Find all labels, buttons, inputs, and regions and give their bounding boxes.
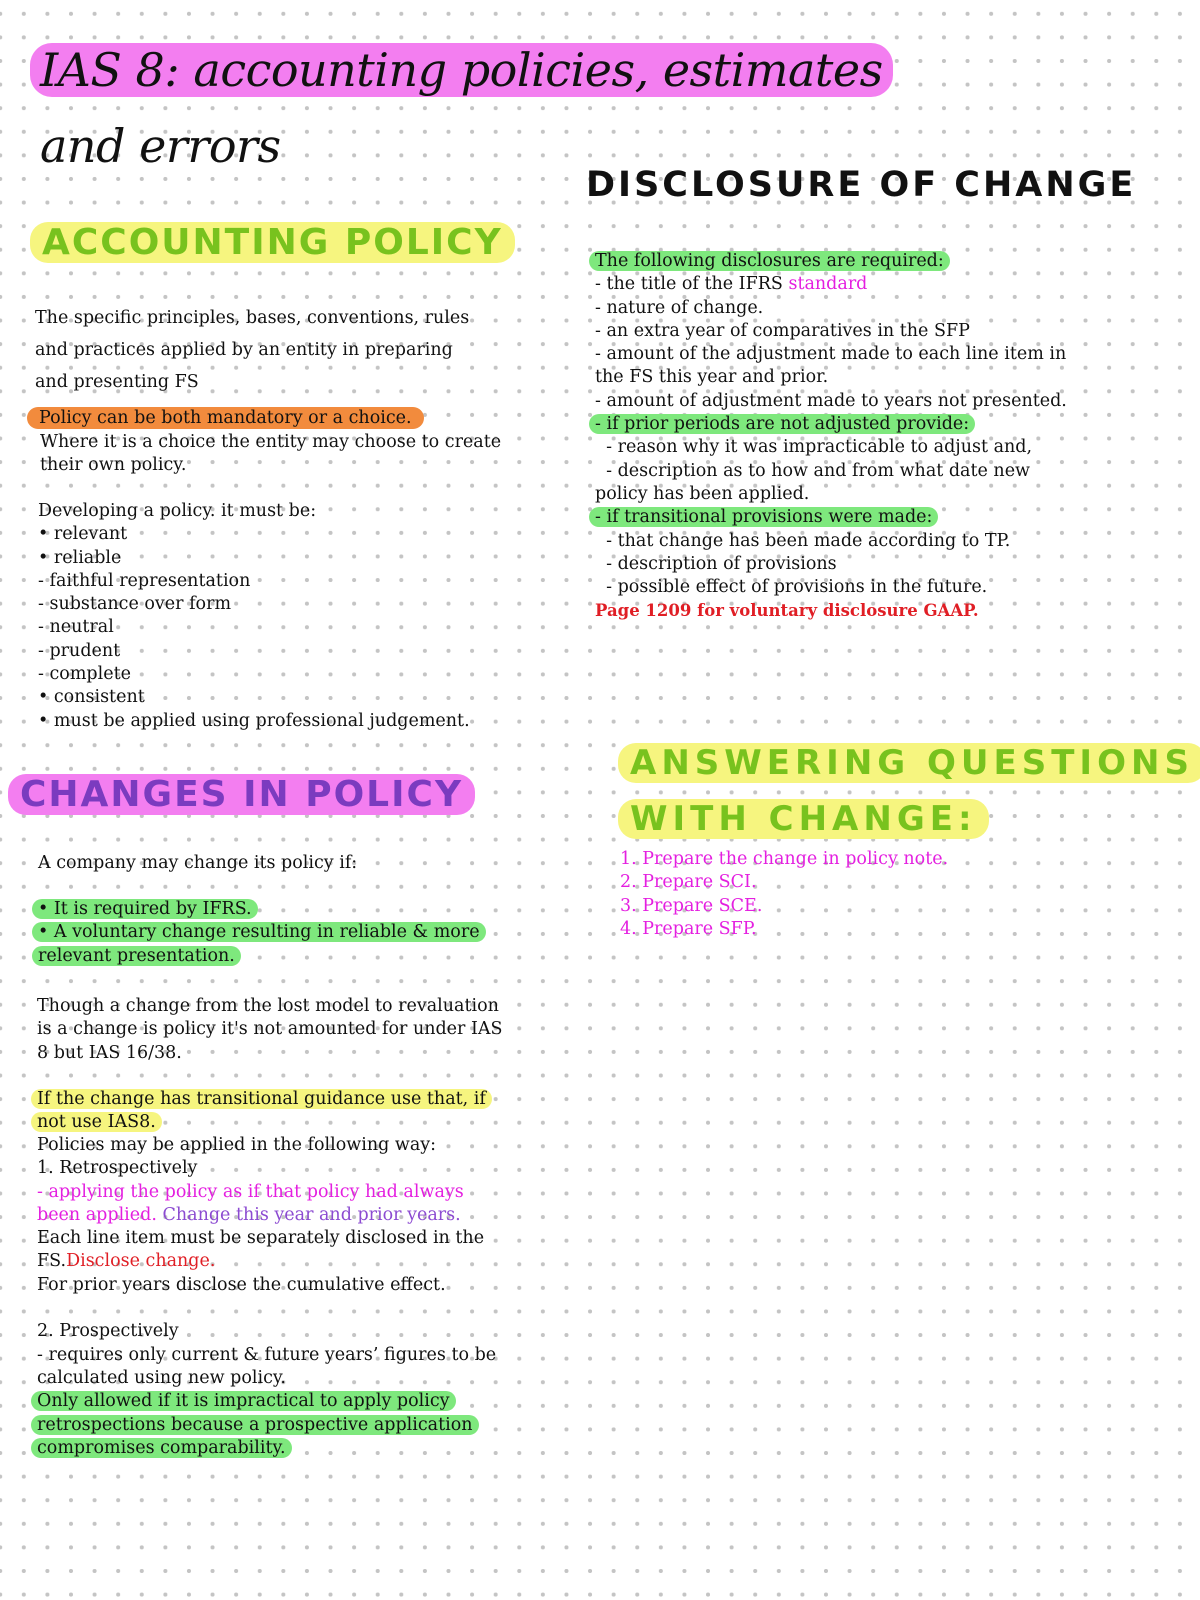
disclosure-list — [595, 250, 1155, 623]
transitional-line: If the change has transitional guidance use that, if — [31, 1089, 492, 1109]
retrospective-line: FS. — [37, 1251, 67, 1272]
prospective-highlight: compromises comparability. — [31, 1438, 292, 1458]
criteria-item: - faithful representation — [38, 570, 251, 591]
heading-changes-in-policy-text: CHANGES IN POLICY — [8, 774, 475, 815]
disclose-change-note: Disclose change. — [66, 1251, 216, 1272]
page-reference: Page 1209 for voluntary disclosure GAAP. — [595, 601, 979, 621]
accounting-policy-definition — [35, 302, 555, 398]
policy-highlight-line — [35, 407, 424, 430]
transitional-provisions-item: - that change has been made according to TP. — [595, 530, 1011, 551]
developing-policy-section — [38, 500, 558, 733]
heading-disclosure-of-change — [586, 160, 1148, 210]
change-reasons-list — [38, 898, 558, 968]
retrospective-desc: been applied. — [37, 1204, 157, 1225]
transitional-guidance — [37, 1088, 557, 1135]
application-methods — [37, 1134, 577, 1460]
prospective-highlight: retrospections because a prospective application — [31, 1415, 479, 1435]
revaluation-note — [37, 995, 557, 1065]
criteria-item: - prudent — [38, 640, 121, 661]
answering-step: 2. Prepare SCI. — [620, 872, 757, 893]
disclosure-intro: The following disclosures are required: — [589, 251, 950, 271]
criteria-item: • relevant — [38, 524, 128, 545]
prior-periods-item: policy has been applied. — [595, 483, 810, 504]
note-line: is a change is policy it's not amounted for under IAS — [37, 1019, 503, 1040]
reason-item: • It is required by IFRS. — [32, 899, 258, 919]
definition-line: and practices applied by an entity in preparing — [35, 340, 453, 360]
note-line: 8 but IAS 16/38. — [37, 1042, 182, 1063]
prior-periods-item: - description as to how and from what date new — [595, 460, 1031, 481]
definition-line: and presenting FS — [35, 372, 199, 392]
reason-item: relevant presentation. — [32, 946, 241, 966]
policy-choice-text — [40, 431, 560, 478]
transitional-provisions-item: - possible effect of provisions in the future. — [595, 577, 988, 598]
page-title-line-1 — [30, 42, 893, 98]
heading-disclosure-text: DISCLOSURE OF CHANGE — [586, 165, 1137, 205]
criteria-item: - complete — [38, 664, 131, 685]
heading-accounting-policy — [30, 218, 515, 268]
disclosure-item: - an extra year of comparatives in the SFP — [595, 320, 970, 341]
prospective-line: - requires only current & future years’ figures to be — [37, 1344, 497, 1365]
prospective-title: 2. Prospectively — [37, 1321, 179, 1342]
heading-answering-questions — [618, 738, 1200, 788]
retrospective-years-note: Change this year and prior years. — [156, 1204, 461, 1225]
disclosure-item: - amount of the adjustment made to each line item in — [595, 344, 1067, 365]
prior-periods-item: - reason why it was impracticable to adjust and, — [595, 437, 1033, 458]
retrospective-title: 1. Retrospectively — [37, 1158, 198, 1179]
retrospective-line: Each line item must be separately disclosed in the — [37, 1228, 485, 1249]
definition-line: The specific principles, bases, conventions, rules — [35, 308, 470, 328]
heading-answering-questions-2 — [618, 794, 989, 844]
heading-accounting-policy-text: ACCOUNTING POLICY — [30, 222, 515, 263]
retrospective-line: For prior years disclose the cumulative effect. — [37, 1274, 446, 1295]
heading-answering-line-1: ANSWERING QUESTIONS — [618, 743, 1200, 783]
disclosure-item: - nature of change. — [595, 297, 764, 318]
developing-intro: Developing a policy. it must be: — [38, 501, 317, 521]
page-title-text-1: IAS 8: accounting policies, estimates — [30, 43, 893, 97]
transitional-line: not use IAS8. — [31, 1112, 162, 1132]
heading-changes-in-policy — [8, 770, 475, 820]
policy-mandatory-or-choice: Policy can be both mandatory or a choice. — [27, 407, 424, 429]
answering-step: 1. Prepare the change in policy note. — [620, 849, 949, 869]
changes-intro — [38, 852, 558, 875]
transitional-provisions-header: - if transitional provisions were made: — [589, 507, 938, 527]
note-line: Though a change from the lost model to revaluation — [37, 996, 499, 1016]
criteria-item: - substance over form — [38, 594, 232, 615]
choice-line: Where it is a choice the entity may choose to create — [40, 432, 502, 452]
answering-steps-list — [620, 848, 1140, 941]
disclosure-item: the FS this year and prior. — [595, 367, 829, 388]
heading-answering-line-2: WITH CHANGE: — [618, 799, 989, 839]
prior-periods-header: - if prior periods are not adjusted provide: — [589, 414, 975, 434]
reason-item: • A voluntary change resulting in reliable & more — [32, 922, 486, 942]
disclosure-item: - the title of the IFRS — [595, 274, 789, 295]
criteria-item: • must be applied using professional judgement. — [38, 710, 470, 731]
disclosure-item-standard: standard — [788, 274, 868, 295]
applied-intro: Policies may be applied in the following way: — [37, 1135, 437, 1155]
criteria-item: • consistent — [38, 687, 145, 708]
page-title-text-2: and errors — [40, 119, 281, 173]
criteria-item: • reliable — [38, 547, 122, 568]
answering-step: 4. Prepare SFP. — [620, 918, 757, 939]
transitional-provisions-item: - description of provisions — [595, 553, 837, 574]
prospective-line: calculated using new policy. — [37, 1367, 286, 1388]
criteria-item: - neutral — [38, 617, 114, 638]
choice-line: their own policy. — [40, 455, 187, 476]
prospective-highlight: Only allowed if it is impractical to apply policy — [31, 1391, 456, 1411]
disclosure-item: - amount of adjustment made to years not presented. — [595, 390, 1067, 411]
answering-step: 3. Prepare SCE. — [620, 895, 763, 916]
retrospective-desc: - applying the policy as if that policy had always — [37, 1181, 464, 1202]
page-title-line-2 — [30, 118, 291, 174]
changes-intro-text: A company may change its policy if: — [38, 853, 358, 873]
